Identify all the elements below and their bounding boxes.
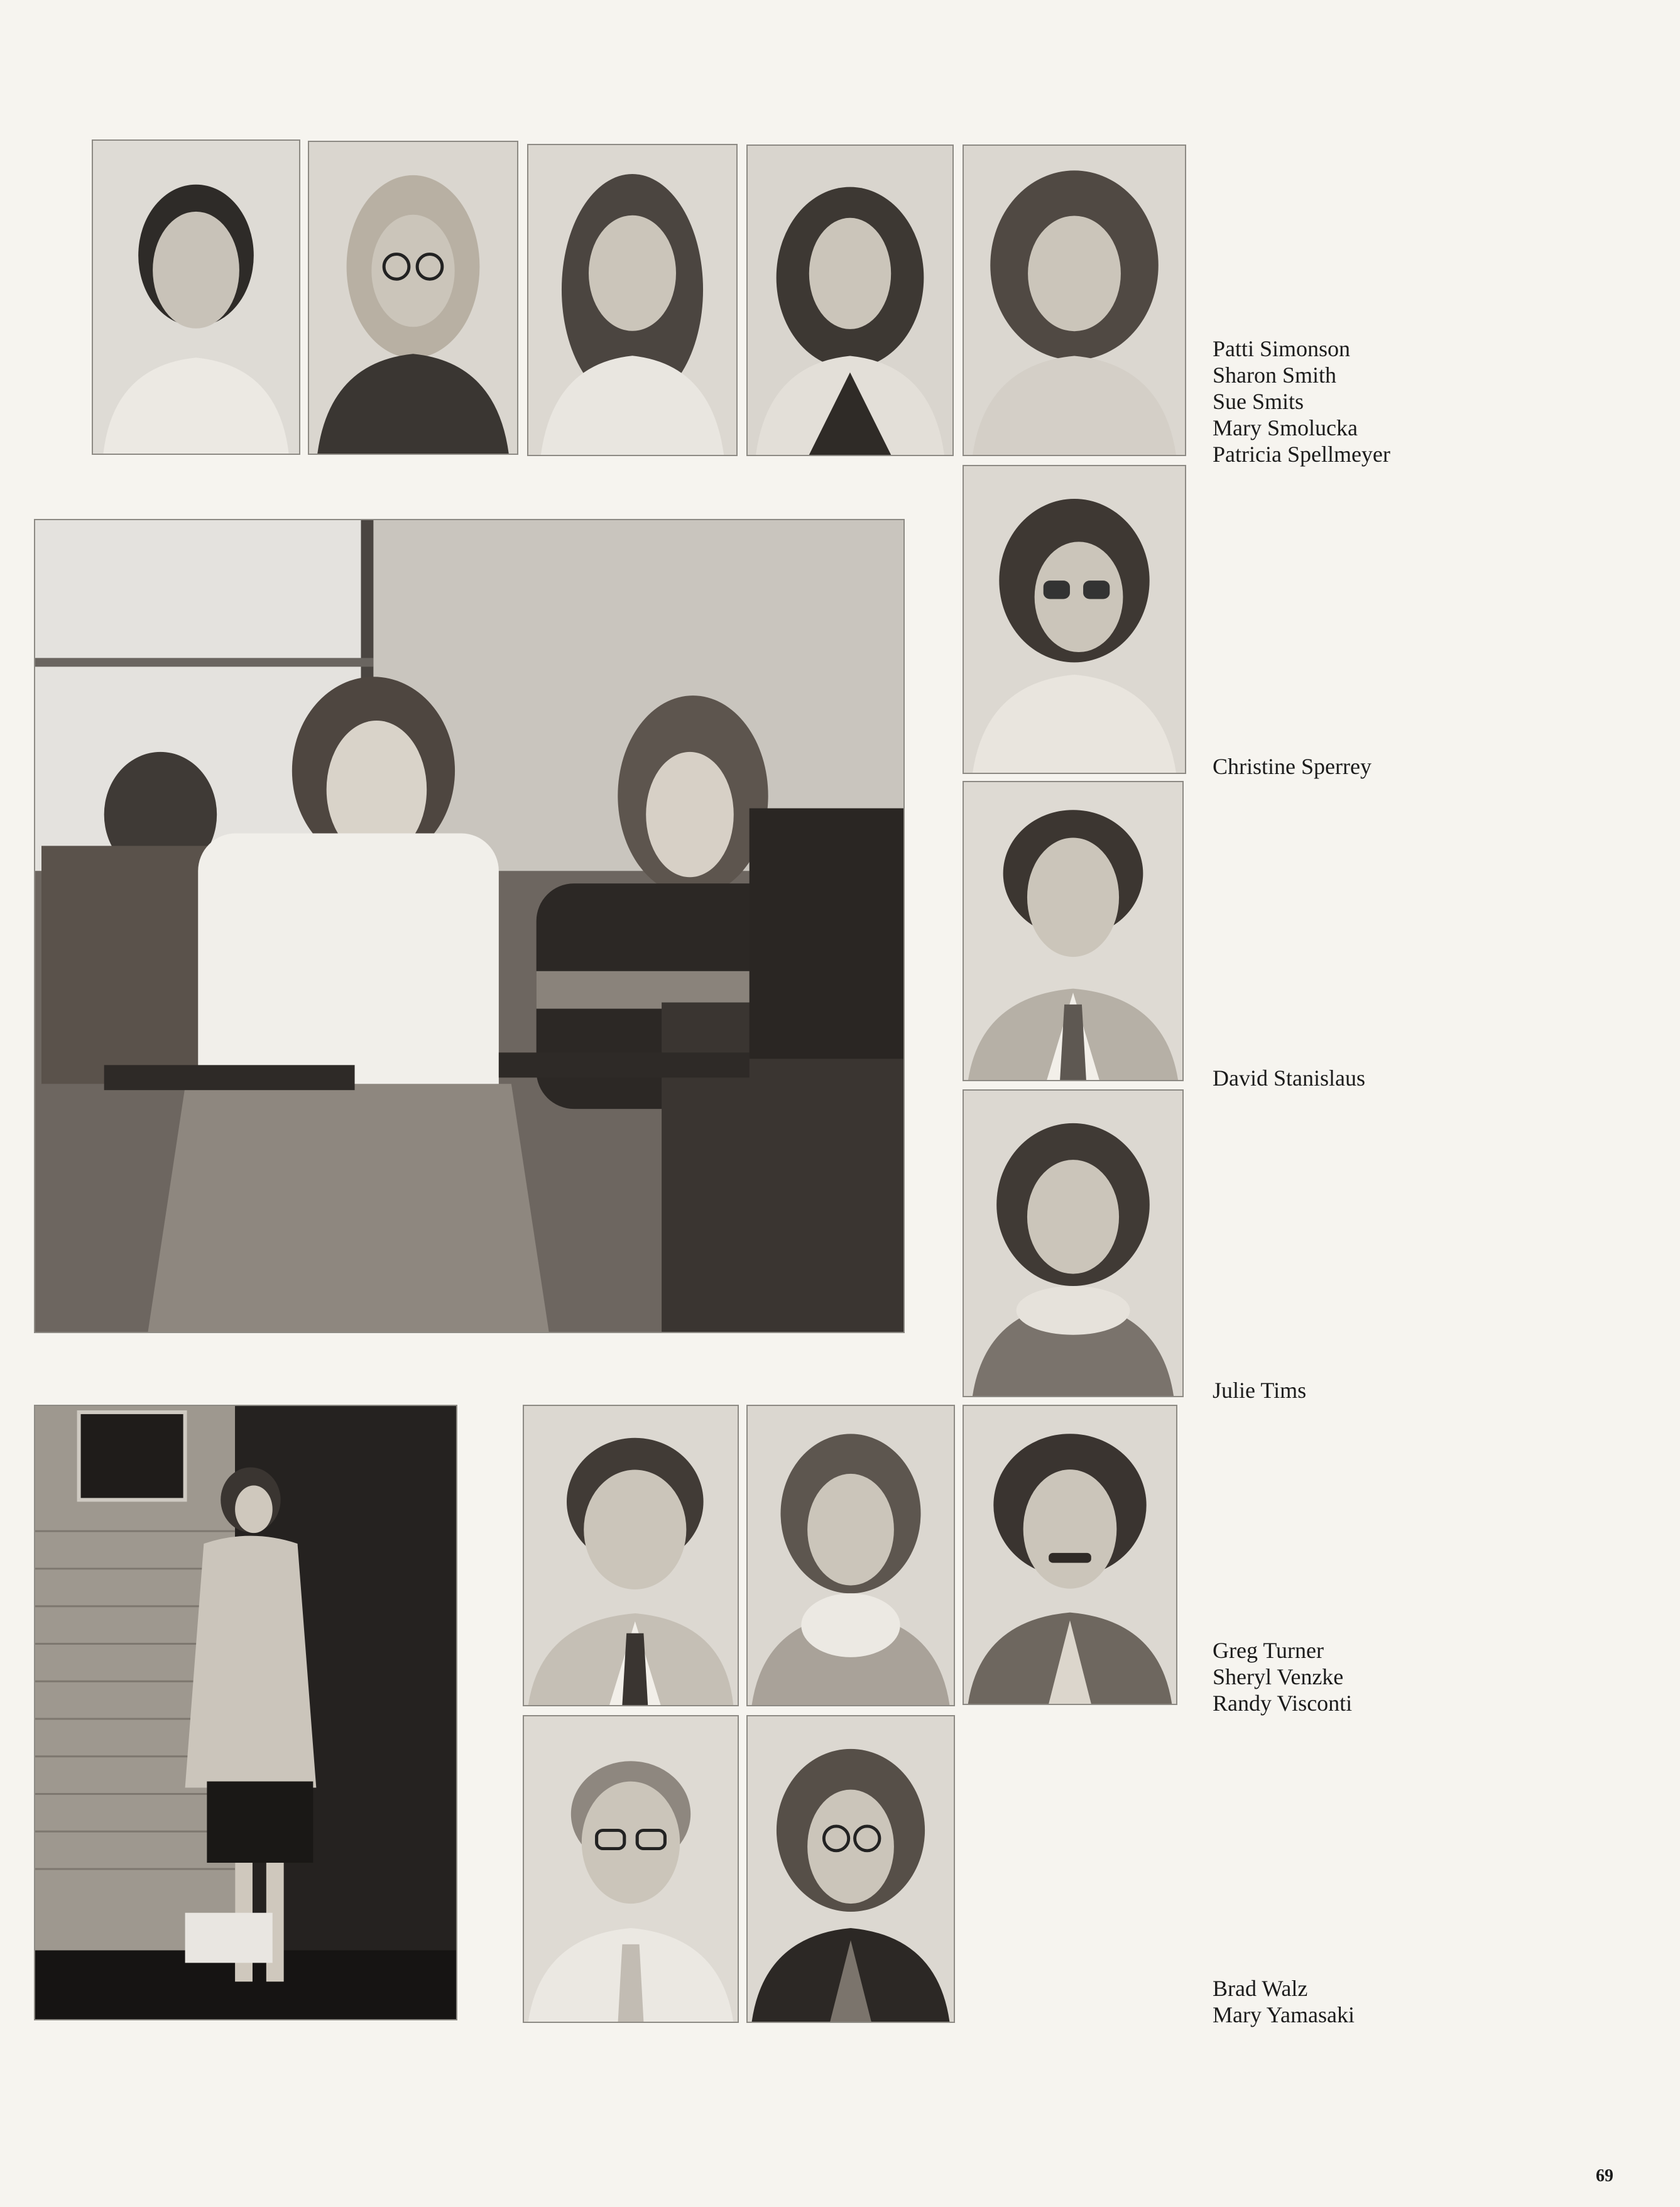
portrait-sue-smits xyxy=(527,144,738,456)
caption-christine-sperrey xyxy=(1213,753,1372,780)
portrait-patti-simonson xyxy=(92,139,300,455)
caption-david-stanislaus xyxy=(1213,1065,1365,1091)
caption-julie-tims xyxy=(1213,1377,1306,1403)
doorway-candid-photo xyxy=(34,1405,457,2020)
name-sue-smits: Sue Smits xyxy=(1213,389,1304,414)
caption-row1 xyxy=(1213,335,1390,467)
name-greg-turner: Greg Turner xyxy=(1213,1638,1324,1663)
name-mary-yamasaki: Mary Yamasaki xyxy=(1213,2002,1355,2027)
portrait-patricia-spellmeyer xyxy=(963,144,1186,456)
page-number: 69 xyxy=(1596,2166,1613,2186)
portrait-david-stanislaus xyxy=(963,781,1184,1081)
name-mary-smolucka: Mary Smolucka xyxy=(1213,415,1358,440)
caption-row3 xyxy=(1213,1975,1355,2028)
name-brad-walz: Brad Walz xyxy=(1213,1976,1308,2001)
portrait-randy-visconti xyxy=(963,1405,1177,1705)
classroom-candid-photo xyxy=(34,519,905,1333)
name-david-stanislaus: David Stanislaus xyxy=(1213,1065,1365,1091)
name-christine-sperrey: Christine Sperrey xyxy=(1213,754,1372,779)
name-patricia-spellmeyer: Patricia Spellmeyer xyxy=(1213,442,1390,467)
name-julie-tims: Julie Tims xyxy=(1213,1378,1307,1403)
portrait-mary-smolucka xyxy=(746,144,954,456)
name-sharon-smith: Sharon Smith xyxy=(1213,362,1337,388)
portrait-mary-yamasaki xyxy=(746,1715,955,2023)
portrait-christine-sperrey xyxy=(963,465,1186,774)
portrait-sheryl-venzke xyxy=(746,1405,955,1706)
portrait-brad-walz xyxy=(523,1715,739,2023)
caption-row2 xyxy=(1213,1637,1352,1716)
name-patti-simonson: Patti Simonson xyxy=(1213,336,1351,361)
portrait-sharon-smith xyxy=(308,141,518,455)
portrait-julie-tims xyxy=(963,1089,1184,1397)
name-randy-visconti: Randy Visconti xyxy=(1213,1691,1353,1716)
portrait-greg-turner xyxy=(523,1405,739,1706)
name-sheryl-venzke: Sheryl Venzke xyxy=(1213,1664,1344,1689)
